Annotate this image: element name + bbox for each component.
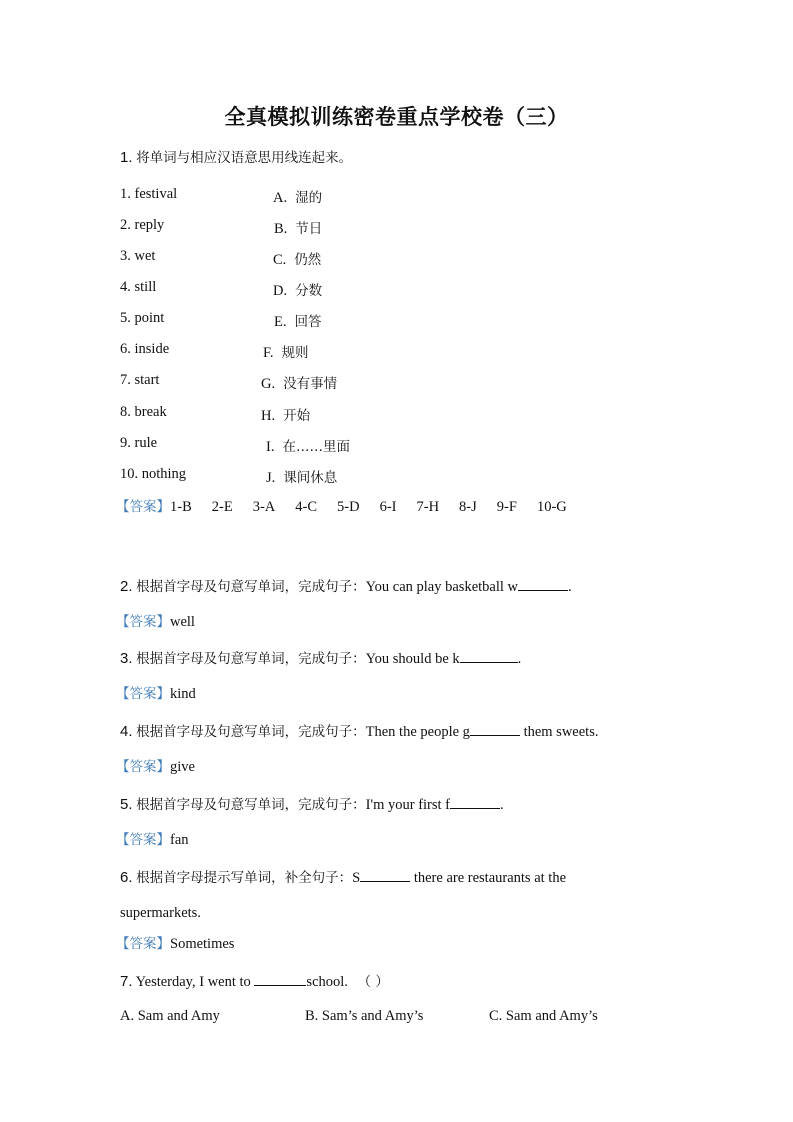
question-6-answer: 【答案】Sometimes <box>116 936 235 952</box>
question-1-prompt <box>120 148 352 168</box>
match-meaning: C. 仍然 <box>273 252 322 268</box>
match-word: 5. point <box>120 310 165 326</box>
match-meaning: I. 在……里面 <box>266 439 350 455</box>
match-meaning: J. 课间休息 <box>266 470 338 486</box>
match-word: 3. wet <box>120 248 156 264</box>
answer-blank <box>460 648 518 663</box>
question-7-prompt: 7. Yesterday, I went to school. （ ） <box>120 973 389 990</box>
question-number: 1. <box>120 149 133 166</box>
match-meaning: D. 分数 <box>273 283 323 299</box>
option-b: B. Sam’s and Amy’s <box>305 1008 424 1024</box>
question-2-answer: 【答案】well <box>116 614 195 630</box>
match-word: 7. start <box>120 372 160 388</box>
question-4-answer: 【答案】give <box>116 759 195 775</box>
match-meaning: B. 节日 <box>274 221 323 237</box>
question-instruction: 将单词与相应汉语意思用线连起来。 <box>136 150 353 166</box>
question-3-prompt: 3. 根据首字母及句意写单词，完成句子：You should be k . <box>120 650 522 667</box>
question-1-answer: 【答案】1-B 2-E 3-A 4-C 5-D 6-I 7-H 8-J 9-F 10-G <box>116 499 567 515</box>
answer-blank <box>360 867 410 882</box>
match-word: 2. reply <box>120 217 165 233</box>
question-2-prompt: 2. 根据首字母及句意写单词，完成句子：You can play basketball w . <box>120 578 572 595</box>
match-word: 10. nothing <box>120 466 187 482</box>
answer-label: 【答案】 <box>116 499 170 515</box>
page-title: 全真模拟训练密卷重点学校卷（三） <box>224 105 569 129</box>
question-3-answer: 【答案】kind <box>116 686 196 702</box>
question-6-prompt: 6. 根据首字母提示写单词，补全句子：S there are restaurants at the <box>120 869 567 886</box>
question-5-answer: 【答案】fan <box>116 832 189 848</box>
answer-blank <box>450 794 500 809</box>
match-meaning: G. 没有事情 <box>261 376 338 392</box>
match-meaning: H. 开始 <box>261 408 311 424</box>
match-word: 4. still <box>120 279 157 295</box>
match-word: 6. inside <box>120 341 170 357</box>
question-4-prompt: 4. 根据首字母及句意写单词，完成句子：Then the people g them sweets. <box>120 723 599 740</box>
question-6-continuation: supermarkets. <box>120 905 201 921</box>
question-5-prompt: 5. 根据首字母及句意写单词，完成句子：I'm your first f . <box>120 796 504 813</box>
option-c: C. Sam and Amy’s <box>489 1008 598 1024</box>
match-meaning: F. 规则 <box>263 345 309 361</box>
match-word: 9. rule <box>120 435 158 451</box>
match-meaning: E. 回答 <box>274 314 322 330</box>
match-word: 8. break <box>120 404 167 420</box>
match-word: 1. festival <box>120 186 178 202</box>
answer-blank <box>470 721 520 736</box>
answer-blank <box>254 971 306 986</box>
option-a: A. Sam and Amy <box>120 1008 220 1024</box>
match-meaning: A. 湿的 <box>273 190 323 206</box>
answer-blank <box>518 576 568 591</box>
